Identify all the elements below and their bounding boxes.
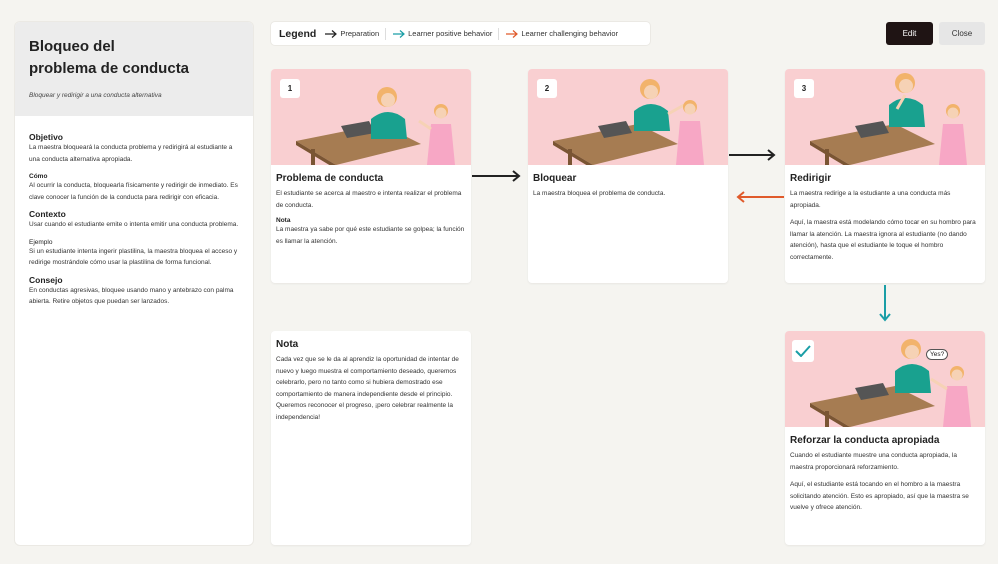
edit-button[interactable]: Edit <box>886 22 933 45</box>
close-button[interactable]: Close <box>939 22 985 45</box>
contexto-text: Usar cuando el estudiante emite o intenta emitir una conducta problema. <box>29 221 239 228</box>
preparation-arrow-icon <box>728 149 778 161</box>
checkmark-icon <box>792 340 814 362</box>
note-text: Cada vez que se le da al aprendiz la oportunidad de intentar de nuevo y luego muestra el comportamiento deseado, queremos celebrarlo, pero no tanto como si hubiera demostrado ese comportamiento de manera independiente desde el principio. Queremos reconocer el progreso, ¡pero celebrar realmente la independencia! <box>276 356 459 421</box>
teacher-student-illustration <box>785 69 985 165</box>
teacher-student-illustration <box>528 69 728 165</box>
step-card-reinforce[interactable] <box>785 331 985 545</box>
step-illustration <box>271 69 471 165</box>
step-illustration <box>785 69 985 165</box>
consejo-heading: Consejo <box>29 274 63 285</box>
step-card-3[interactable] <box>785 69 985 283</box>
teacher-student-illustration <box>785 331 985 427</box>
objetivo-text: La maestra bloqueará la conducta problema y redirigirá al estudiante a una conducta alternativa apropiada. <box>29 144 233 163</box>
card-note-heading: Nota <box>276 217 291 224</box>
step-number: 3 <box>794 79 814 98</box>
legend-bar <box>271 22 650 45</box>
step-card-1[interactable] <box>271 69 471 283</box>
sidebar-title-line2: problema de conducta <box>29 60 190 77</box>
note-card[interactable] <box>271 331 471 545</box>
card-title: Redirigir <box>790 173 832 184</box>
arrow-right-icon <box>392 29 406 39</box>
card-text: Cuando el estudiante muestre una conducta apropiada, la maestra proporcionará reforzamiento. <box>790 452 957 471</box>
challenging-arrow-icon <box>735 191 785 203</box>
legend-label: Learner positive behavior <box>408 29 493 38</box>
positive-arrow-icon <box>878 284 892 324</box>
contexto-heading: Contexto <box>29 209 66 219</box>
card-text-2: Aquí, el estudiante está tocando en el hombro a la maestra solicitando atención. Esto es apropiado, así que la maestra se vuelve y ofrece atención. <box>790 481 969 511</box>
card-text: La maestra bloquea el problema de conducta. <box>533 190 666 197</box>
legend-divider <box>385 28 386 40</box>
legend-divider <box>498 28 499 40</box>
card-title: Reforzar la conducta apropiada <box>790 435 940 446</box>
speech-bubble: Yes? <box>926 349 948 360</box>
legend-title: Legend <box>279 27 317 40</box>
ejemplo-text: Si un estudiante intenta ingerir plastilina, la maestra bloquea el acceso y redirige mostrándole cómo usar la plastilina de forma funcional. <box>29 247 238 266</box>
consejo-text: En conductas agresivas, bloquee usando mano y antebrazo con palma abierta. Retire objetos que puedan ser lanzados. <box>29 286 234 305</box>
card-title: Bloquear <box>533 173 577 184</box>
card-text: La maestra redirige a la estudiante a una conducta más apropiada. <box>790 190 951 209</box>
sidebar-title-line1: Bloqueo del <box>29 38 115 55</box>
teacher-student-illustration <box>271 69 471 165</box>
step-number: 1 <box>280 79 300 98</box>
sidebar-body <box>15 116 253 318</box>
card-text: El estudiante se acerca al maestro e intenta realizar el problema de conducta. <box>276 190 462 209</box>
info-sidebar <box>15 22 253 545</box>
note-title: Nota <box>276 339 299 350</box>
step-illustration <box>528 69 728 165</box>
step-number: 2 <box>537 79 557 98</box>
legend-item-challenging <box>505 29 618 39</box>
arrow-right-icon <box>505 29 519 39</box>
objetivo-heading: Objetivo <box>29 132 64 142</box>
card-note-text: La maestra ya sabe por qué este estudiante se golpea; la función es llamar la atención. <box>276 226 465 245</box>
step-illustration <box>785 331 985 427</box>
como-heading: Cómo <box>29 173 48 180</box>
sidebar-subtitle: Bloquear y redirigir a una conducta alternativa <box>29 92 162 99</box>
como-text: Al ocurrir la conducta, bloquearla físicamente y redirigir de inmediato. Es clave conocer la función de la conducta para redirigir con eficacia. <box>29 182 238 201</box>
step-card-2[interactable] <box>528 69 728 283</box>
legend-label: Preparation <box>340 29 380 38</box>
legend-item-preparation <box>324 29 379 39</box>
arrow-right-icon <box>324 29 338 39</box>
legend-item-positive <box>392 29 492 39</box>
legend-label: Learner challenging behavior <box>521 29 619 38</box>
preparation-arrow-icon <box>471 170 523 182</box>
card-title: Problema de conducta <box>276 173 384 184</box>
sidebar-header <box>15 22 253 116</box>
card-text-2: Aquí, la maestra está modelando cómo tocar en su hombro para llamar la atención. La maestra ignora al estudiante (no dando atención), hasta que el estudiante le toque el hombro correctamente. <box>790 219 976 261</box>
ejemplo-heading: Ejemplo <box>29 238 53 246</box>
